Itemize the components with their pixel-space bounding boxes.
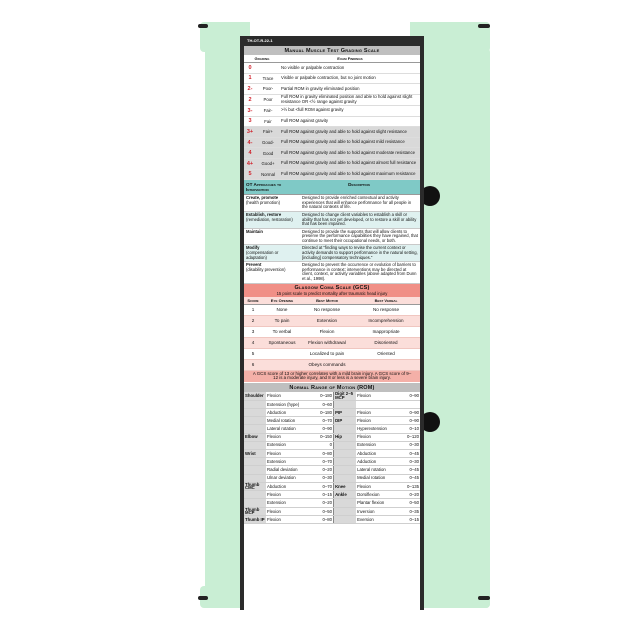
ot-approach-name: Modify — [246, 245, 260, 251]
gcs-subtitle: 15 point scale to predict mortality after traumatic head injury — [276, 290, 388, 296]
mmt-finding: Partial ROM in gravity eliminated position — [281, 85, 360, 91]
mmt-row — [244, 74, 420, 85]
mmt-finding: >½ but <full ROM against gravity — [281, 107, 344, 113]
mmt-grade-number: 5 — [248, 171, 252, 178]
rom-title: Normal Range of Motion (ROM) — [244, 383, 420, 392]
rom-table — [244, 392, 420, 524]
rom-left-joint — [244, 499, 266, 507]
gcs-verbal: Oriented — [377, 351, 395, 357]
rom-right-joint — [334, 458, 357, 466]
ot-approach-name: Create, promote — [246, 195, 279, 201]
rom-left-joint — [244, 491, 266, 499]
rom-right-motion: Flexion — [356, 409, 398, 417]
ot-description: Designed to change client variables to establish a skill or ability that has not yet developed, or to restore a skill or ability that has been impaired. — [302, 211, 417, 227]
rom-row — [244, 491, 420, 499]
gcs-verbal: Inappropriate — [372, 329, 400, 335]
rom-left-value: 0–50 — [311, 507, 334, 516]
mmt-finding: Visible or palpable contraction, but no joint motion — [281, 75, 376, 81]
ot-col-desc: Description — [348, 182, 370, 188]
mmt-title: Manual Muscle Test Grading Scale — [244, 46, 420, 55]
mmt-grade-number: 2 — [248, 96, 252, 103]
mmt-rows — [244, 63, 420, 180]
rom-left-value: 0–15 — [311, 491, 334, 499]
gcs-col-verbal: Best Verbal — [374, 297, 398, 303]
rom-left-joint: Thumb CMC — [244, 482, 266, 491]
mmt-finding: Full ROM against gravity and able to hold against maximum resistance — [281, 171, 416, 177]
mmt-grade-number: 0 — [248, 64, 252, 71]
rom-right-motion: Adduction — [356, 458, 398, 466]
rom-right-value: 0–30 — [398, 458, 420, 466]
rom-row — [244, 474, 420, 482]
rom-row — [244, 507, 420, 516]
rom-row — [244, 466, 420, 474]
mmt-finding: No visible or palpable contraction — [281, 64, 345, 70]
rom-right-joint: DIP — [334, 417, 357, 425]
ot-description: Designed to provide the supports that will allow clients to preserve the performance capabilities they have regained, that continue to meet their occupational needs, or both. — [302, 228, 418, 243]
gcs-col-motor: Best Motor — [316, 297, 338, 303]
rom-row — [244, 409, 420, 417]
ot-approach-name: Maintain — [246, 228, 263, 234]
mmt-grade-number: 4+ — [246, 160, 254, 167]
rom-left-motion: Flexion — [266, 433, 311, 441]
rom-right-value: 0–20 — [398, 491, 420, 499]
rom-left-joint — [244, 409, 266, 417]
rom-right-joint — [334, 507, 357, 516]
rom-left-motion: Flexion — [266, 392, 311, 400]
rom-right-value: 0–10 — [398, 425, 420, 433]
rom-right-value: 0–135 — [398, 482, 420, 491]
rom-right-motion: Flexion — [356, 417, 398, 425]
mmt-grade-label: Good- — [262, 140, 274, 146]
ot-row — [244, 245, 420, 262]
ot-approach-name: Establish, restore — [246, 211, 282, 217]
gcs-score: 3 — [251, 329, 255, 335]
rom-right-motion: Eversion — [356, 516, 398, 524]
rom-left-joint: Thumb IP — [245, 516, 265, 522]
gcs-motor: No response — [313, 307, 341, 313]
rom-left-joint — [244, 441, 266, 449]
rom-left-value: 0–180 — [311, 409, 334, 417]
gcs-col-score: Score — [247, 297, 259, 303]
rom-left-value: 0–180 — [311, 392, 334, 400]
rom-right-value: 0–45 — [398, 449, 420, 457]
mmt-row — [244, 84, 420, 95]
rom-left-value: 0–60 — [311, 400, 334, 408]
rom-left-joint — [244, 425, 266, 433]
rom-left-joint: Thumb MCP — [244, 507, 266, 516]
rom-right-joint: Ankle — [334, 491, 357, 499]
top-right-clip — [478, 24, 490, 28]
rom-left-motion: Flexion — [266, 491, 311, 499]
mmt-grade-number: 3- — [247, 107, 253, 114]
rom-row — [244, 400, 420, 408]
ot-rows — [244, 195, 420, 284]
rom-left-joint: Shoulder — [244, 392, 266, 400]
gcs-row — [244, 316, 420, 327]
rom-left-value: 0–70 — [311, 482, 334, 491]
top-left-clip — [198, 24, 208, 28]
rom-row — [244, 425, 420, 433]
rom-row — [244, 482, 420, 491]
rom-left-value: 0–20 — [311, 466, 334, 474]
left-panel — [205, 48, 245, 608]
rom-row — [244, 441, 420, 449]
gcs-verbal: No response — [372, 307, 400, 313]
gcs-verbal: Disoriented — [374, 340, 398, 346]
mmt-subheader — [244, 55, 420, 63]
bottom-left-clip — [198, 596, 208, 600]
rom-left-motion: Extension (hype) — [266, 400, 311, 408]
mmt-grade-label: Fair- — [263, 108, 273, 114]
gcs-score: 5 — [251, 351, 255, 357]
rom-right-value: 0–35 — [398, 507, 420, 516]
mmt-grade-label: Trace — [262, 75, 274, 81]
mmt-row — [244, 63, 420, 74]
rom-right-motion: Hyperextension — [356, 425, 398, 433]
ot-row — [244, 195, 420, 212]
rom-right-joint — [334, 400, 357, 408]
rom-left-motion: Radial deviation — [266, 466, 311, 474]
gcs-motor: Extension — [316, 318, 338, 324]
gcs-motor: Localized to pain — [309, 351, 345, 357]
gcs-row — [244, 327, 420, 338]
rom-right-joint — [334, 516, 357, 524]
rom-row — [244, 433, 420, 441]
rom-left-value: 0–20 — [311, 499, 334, 507]
rom-left-motion: Ulnar deviation — [266, 474, 311, 482]
mmt-grade-number: 3 — [248, 118, 252, 125]
rom-right-value: 0–15 — [398, 516, 420, 524]
rom-row — [244, 417, 420, 425]
gcs-verbal: Incomprehension — [368, 318, 404, 324]
rom-left-value: 0–90 — [311, 425, 334, 433]
rom-right-motion: Lateral rotation — [356, 466, 398, 474]
gcs-eye: Spontaneous — [268, 340, 296, 346]
rom-left-joint — [244, 458, 266, 466]
rom-right-motion: Dorsiflexion — [356, 491, 398, 499]
rom-row — [244, 392, 420, 400]
mmt-col-grading: Grading — [254, 56, 270, 61]
ot-header — [244, 180, 420, 195]
rom-left-value: 0–80 — [311, 516, 334, 524]
gcs-header — [244, 284, 420, 297]
rom-right-motion: Plantar flexion — [356, 499, 398, 507]
rom-right-joint — [334, 425, 357, 433]
rom-right-value: 0–45 — [398, 466, 420, 474]
gcs-eye: To pain — [274, 318, 290, 324]
rom-row — [244, 499, 420, 507]
mmt-grade-label: Fair+ — [263, 129, 273, 135]
rom-left-motion: Extension — [266, 499, 311, 507]
mmt-grade-label: Good+ — [261, 161, 275, 167]
mmt-row — [244, 148, 420, 159]
mmt-grade-label: Fair — [264, 118, 272, 124]
mmt-row — [244, 117, 420, 128]
gcs-score: 2 — [251, 318, 255, 324]
mmt-row — [244, 127, 420, 138]
gcs-col-eye: Eye Opening — [270, 297, 294, 303]
mmt-finding: Full ROM against gravity — [281, 118, 329, 124]
rom-right-joint — [334, 499, 357, 507]
ot-row — [244, 212, 420, 229]
mmt-grade-label: Normal — [261, 171, 275, 177]
gcs-motor: Flexion withdrawal — [308, 340, 346, 346]
gcs-score: 1 — [251, 307, 255, 313]
rom-right-motion: Abduction — [356, 449, 398, 457]
rom-right-motion: Extension — [356, 441, 398, 449]
gcs-eye: To verbal — [272, 329, 292, 335]
rom-left-motion: Abduction — [266, 409, 311, 417]
bottom-right-clip — [478, 596, 490, 600]
ot-approach — [244, 245, 300, 261]
rom-right-value: 0–90 — [398, 392, 420, 400]
rom-right-motion — [356, 400, 398, 408]
gcs-row — [244, 338, 420, 349]
mmt-grade-number: 2- — [247, 85, 253, 92]
rom-right-value — [398, 400, 420, 408]
mmt-row — [244, 138, 420, 149]
rom-left-motion: Lateral rotation — [266, 425, 311, 433]
ot-approach-name: Prevent — [246, 262, 262, 268]
mmt-grade-label: Poor- — [262, 86, 274, 92]
mmt-row — [244, 159, 420, 170]
ot-row — [244, 229, 420, 246]
mmt-grade-number: 4 — [248, 150, 252, 157]
rom-right-value: 0–45 — [398, 474, 420, 482]
mmt-finding: Full ROM against gravity and able to hold against mild resistance — [281, 139, 405, 145]
ot-col-approach: OT Approaches to Intervention — [246, 182, 282, 193]
rom-left-joint — [244, 417, 266, 425]
rom-left-value: 0–70 — [311, 417, 334, 425]
ot-approach — [244, 195, 300, 211]
rom-right-joint — [334, 449, 357, 457]
rom-left-motion: Flexion — [266, 516, 311, 524]
ot-row — [244, 262, 420, 283]
rom-right-joint — [334, 474, 357, 482]
rom-right-joint: PIP — [334, 409, 357, 417]
rom-right-joint — [334, 441, 357, 449]
ot-approach-sub: (remediation, restoration) — [246, 216, 293, 222]
rom-row — [244, 449, 420, 457]
mmt-row — [244, 170, 420, 181]
gcs-title: Glasgow Coma Scale (GCS) — [294, 284, 370, 291]
rom-left-value: 0–70 — [311, 458, 334, 466]
rom-right-motion: Inversion — [356, 507, 398, 516]
rom-right-motion: Flexion — [356, 433, 398, 441]
mmt-finding: Full ROM against gravity and able to hold against moderate resistance — [281, 149, 415, 155]
ot-approach-sub: (compensation or adaptation) — [246, 250, 279, 260]
rom-right-value: 0–30 — [398, 441, 420, 449]
mmt-grade-label: Good — [262, 150, 274, 156]
rom-left-joint — [244, 474, 266, 482]
rom-right-motion: Medial rotation — [356, 474, 398, 482]
ot-approach — [244, 229, 300, 245]
ot-description: Directed at "finding ways to revise the current context or activity demands to support performance in the natural setting, [including] compensatory techniques." — [302, 245, 418, 260]
rom-left-joint: Elbow — [244, 433, 266, 441]
mmt-row — [244, 95, 420, 106]
gcs-subheader — [244, 297, 420, 305]
rom-left-joint — [244, 466, 266, 474]
rom-row — [244, 516, 420, 524]
rom-right-joint — [334, 466, 357, 474]
mmt-col-findings: Exam Findings — [337, 56, 363, 61]
mmt-finding: Full ROM against gravity and able to hold against almost full resistance — [281, 160, 417, 166]
mmt-grade-label: Poor — [263, 97, 273, 103]
mmt-grade-number: 3+ — [246, 128, 254, 135]
ot-description: Designed to provide enriched contextual and activity experiences that will enhance performance for all people in the natural contexts of life. — [302, 195, 412, 210]
rom-right-motion: Flexion — [356, 392, 398, 400]
card-code: TH-OT-R-22-1 — [244, 36, 420, 46]
ot-approach — [244, 212, 300, 228]
gcs-note: A GCS score of 13 or higher correlates with a mild brain injury. A GCS score of 9–12 is a moderate injury, and 8 or less is a severe brain injury. — [244, 371, 420, 383]
rom-left-value: 0–80 — [311, 449, 334, 457]
rom-right-value: 0–90 — [398, 417, 420, 425]
rom-left-joint — [244, 400, 266, 408]
rom-left-motion: Flexion — [266, 507, 311, 516]
mmt-grade-number: 4- — [247, 139, 253, 146]
rom-right-value: 0–120 — [398, 433, 420, 441]
rom-right-value: 0–50 — [398, 499, 420, 507]
ot-approach-sub: (health promotion) — [246, 199, 280, 205]
rom-left-value: 0–30 — [311, 474, 334, 482]
rom-right-joint: Knee — [334, 482, 357, 491]
rom-left-value: 0–150 — [311, 433, 334, 441]
mmt-grade-number: 1 — [248, 75, 252, 82]
rom-left-motion: Abduction — [266, 482, 311, 491]
ot-approach — [244, 262, 300, 282]
gcs-row — [244, 349, 420, 360]
gcs-motor: Flexion — [319, 329, 335, 335]
mmt-finding: Full ROM against gravity and able to hold against slight resistance — [281, 128, 407, 134]
rom-left-motion: Medial rotation — [266, 417, 311, 425]
rom-left-value: 0 — [311, 441, 334, 449]
gcs-row — [244, 360, 420, 371]
rom-row — [244, 458, 420, 466]
rom-left-joint: Wrist — [244, 449, 266, 457]
gcs-rows — [244, 305, 420, 371]
rom-right-joint: Digit 2–5 MCP — [334, 392, 357, 400]
rom-left-motion: Extension — [266, 458, 311, 466]
ot-description: Designed to prevent the occurrence or evolution of barriers to performance in context; interventions may be directed at client, context, or activity variables (above adapted from Dunn et al., 1998). — [302, 262, 417, 282]
rom-right-motion: Flexion — [356, 482, 398, 491]
gcs-score: 6 — [251, 362, 255, 368]
rom-left-motion: Flexion — [266, 449, 311, 457]
rom-left-motion: Extension — [266, 441, 311, 449]
gcs-motor: Obeys commands — [308, 362, 346, 368]
mmt-row — [244, 106, 420, 117]
mmt-finding: Full ROM in gravity eliminated position and able to hold against slight resistance OR <½ range against gravity — [281, 94, 413, 104]
reference-card — [240, 36, 424, 610]
rom-right-joint: Hip — [334, 433, 357, 441]
rom-right-value: 0–90 — [398, 409, 420, 417]
gcs-score: 4 — [251, 340, 255, 346]
ot-approach-sub: (disability prevention) — [246, 266, 286, 272]
gcs-row — [244, 305, 420, 316]
gcs-eye: None — [276, 307, 288, 313]
